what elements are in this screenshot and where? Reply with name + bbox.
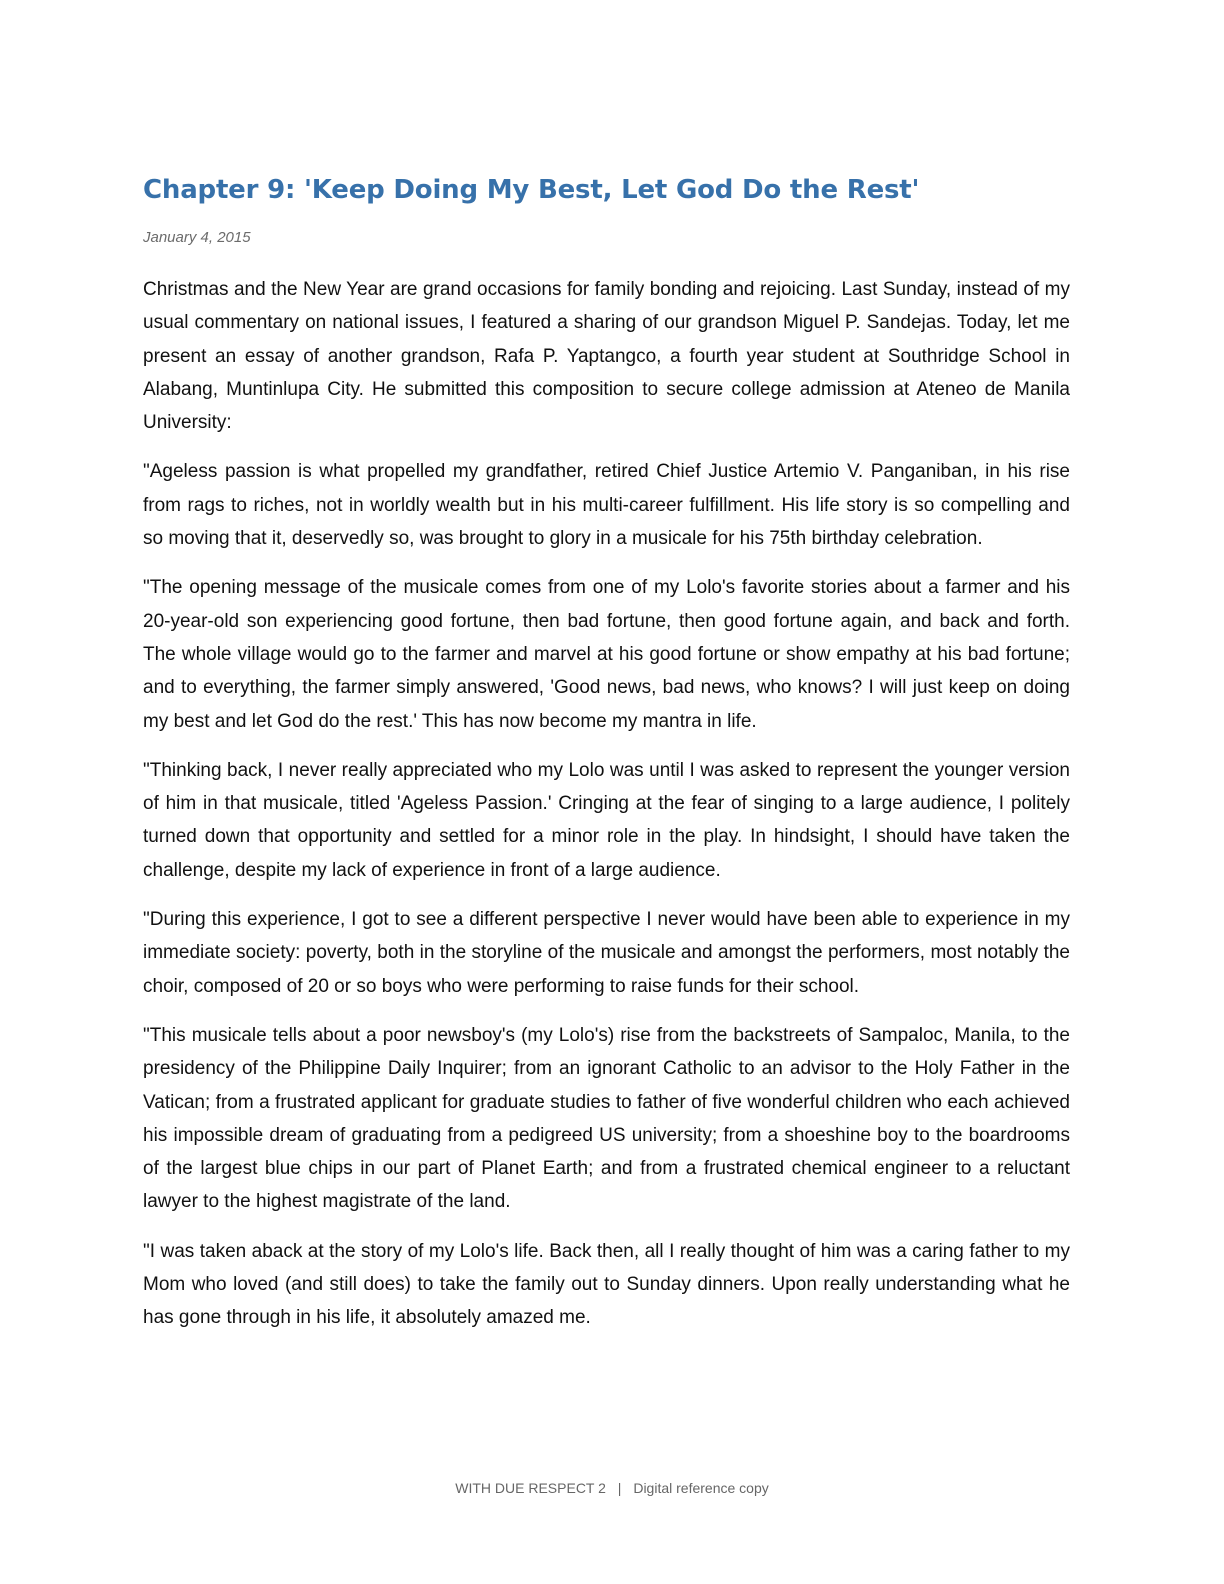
- chapter-body: [143, 273, 1070, 1335]
- paragraph-4: "Thinking back, I never really appreciated who my Lolo was until I was asked to represent the younger version of him in that musicale, titled 'Ageless Passion.' Cringing at the fear of singing to a large audience, I politely turned down that opportunity and settled for a minor role in the play. In hindsight, I should have taken the challenge, despite my lack of experience in front of a large audience.: [143, 759, 1070, 881]
- paragraph-5: "During this experience, I got to see a different perspective I never would have been able to experience in my immediate society: poverty, both in the storyline of the musicale and amongst the performers, most notably the choir, composed of 20 or so boys who were performing to raise funds for their school.: [143, 909, 1070, 997]
- paragraph-2: "Ageless passion is what propelled my grandfather, retired Chief Justice Artemio V. Panganiban, in his rise from rags to riches, not in worldly wealth but in his multi-career fulfillment. His life story is so compelling and so moving that it, deservedly so, was brought to glory in a musicale for his 75th birthday celebration.: [143, 461, 1070, 550]
- paragraph-1: Christmas and the New Year are grand occasions for family bonding and rejoicing. Last Sunday, instead of my usual commentary on national issues, I featured a sharing of our grandson Miguel P. Sandejas. Today, let me present an essay of another grandson, Rafa P. Yaptangco, a fourth year student at Southridge School in Alabang, Muntinlupa City. He submitted this composition to secure college admission at Ateneo de Manila University:: [143, 279, 1070, 434]
- footer-separator: |: [617, 1480, 622, 1496]
- chapter-title: Chapter 9: 'Keep Doing My Best, Let God Do the Rest': [143, 175, 920, 205]
- chapter-date: January 4, 2015: [143, 229, 251, 246]
- paragraph-7: "I was taken aback at the story of my Lolo's life. Back then, all I really thought of him was a caring father to my Mom who loved (and still does) to take the family out to Sunday dinners. Upon really understanding what he has gone through in his life, it absolutely amazed me.: [143, 1240, 1070, 1329]
- footer-note: Digital reference copy: [633, 1480, 769, 1496]
- paragraph-6: "This musicale tells about a poor newsboy's (my Lolo's) rise from the backstreets of Sampaloc, Manila, to the presidency of the Philippine Daily Inquirer; from an ignorant Catholic to an advisor to the Holy Father in the Vatican; from a frustrated applicant for graduate studies to father of five wonderful children who each achieved his impossible dream of graduating from a pedigreed US university; from a shoeshine boy to the boardrooms of the largest blue chips in our part of Planet Earth; and from a frustrated chemical engineer to a reluctant lawyer to the highest magistrate of the land.: [143, 1024, 1070, 1213]
- page-footer: [0, 1478, 1224, 1498]
- footer-book-title: WITH DUE RESPECT 2: [455, 1480, 606, 1496]
- paragraph-3: "The opening message of the musicale comes from one of my Lolo's favorite stories about a farmer and his 20-year-old son experiencing good fortune, then bad fortune, then good fortune again, and back and forth. The whole village would go to the farmer and marvel at his good fortune or show empathy at his bad fortune; and to everything, the farmer simply answered, 'Good news, bad news, who knows? I will just keep on doing my best and let God do the rest.' This has now become my mantra in life.: [143, 577, 1070, 732]
- chapter-content: [143, 170, 1070, 1335]
